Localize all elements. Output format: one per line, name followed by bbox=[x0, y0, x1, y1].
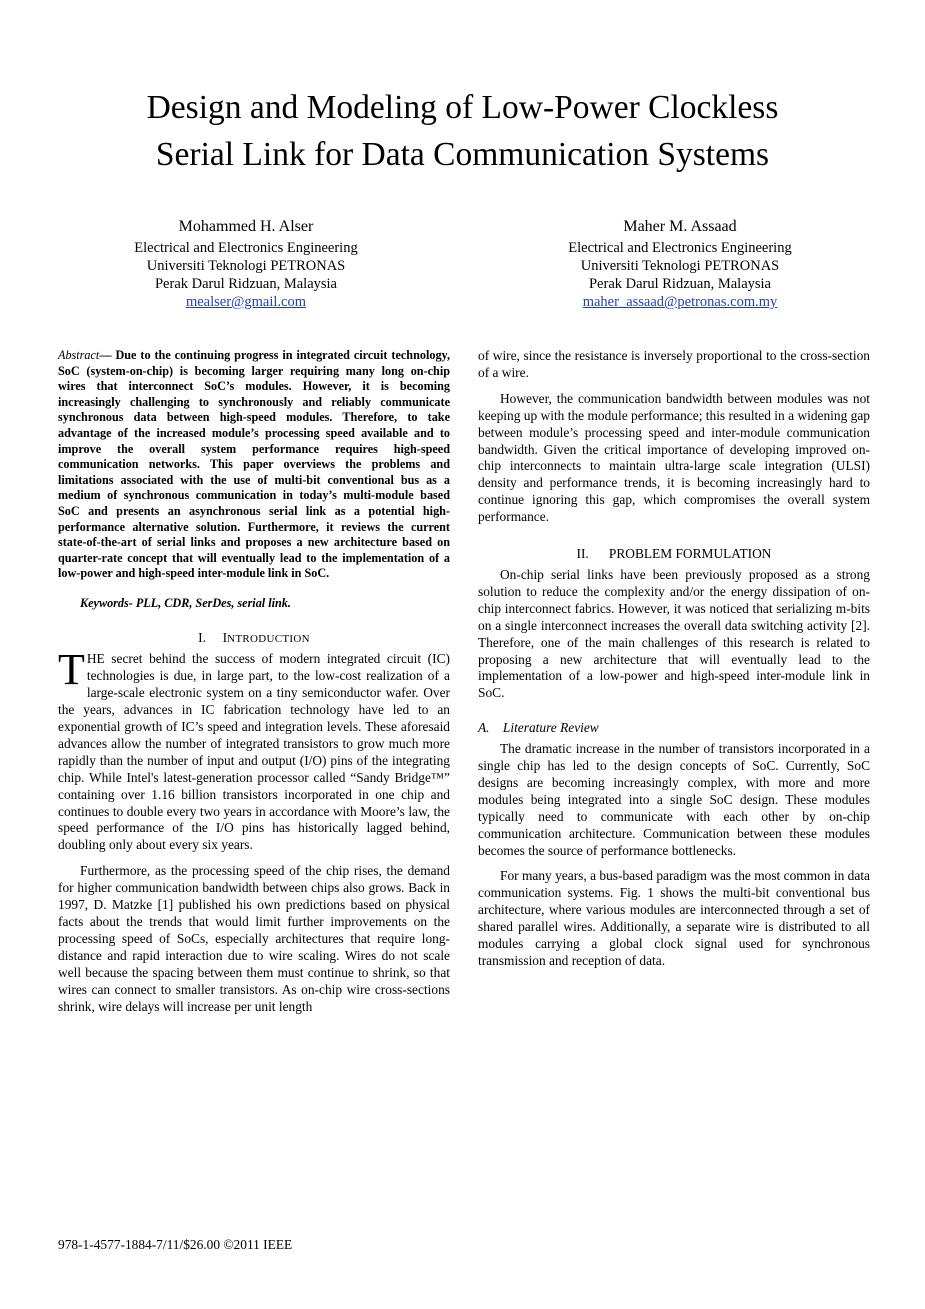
abstract-dash: — bbox=[99, 348, 116, 362]
author-email-link[interactable]: maher_assaad@petronas.com.my bbox=[582, 294, 778, 310]
section-number: I. bbox=[198, 629, 206, 645]
problem-paragraph-1: On-chip serial links have been previously proposed as a strong solution to reduce the complexity and/or the energy dissipation of on-chip interconnect fabrics. However, it was noticed that serializing m-bits on a single interconnect increases the overall data switching activity [2]. Therefore, one of the main challenges of this research is related to proposing a new architecture that will eventually lead to the implementation of a low-power and high-speed inter-module link in SoC. bbox=[478, 566, 870, 701]
left-column bbox=[58, 348, 450, 1015]
author-university: Universiti Teknologi PETRONAS bbox=[146, 258, 346, 274]
paper-title bbox=[60, 84, 865, 178]
problem-paragraph-3: For many years, a bus-based paradigm was the most common in data communication systems. Fig. 1 shows the multi-bit conventional bus architecture, where various modules are interconnected through a set of shared parallel wires. Additionally, a separate wire is distributed to all modules carrying a global clock signal used for synchronous transmission and reception of data. bbox=[478, 868, 870, 968]
author-name: Maher M. Assaad bbox=[623, 218, 737, 235]
author-block-2 bbox=[515, 217, 845, 311]
problem-paragraph-2: The dramatic increase in the number of transistors incorporated in a single chip has led to the design concepts of SoC. Currently, SoC designs are becoming increasingly complex, with more and more modules being integrated into a single SoC design. These modules typically need to communicate with each other by on-chip communication architecture. Communication between these modules becomes the source of performance bottlenecks. bbox=[478, 741, 870, 858]
intro-paragraph-2: Furthermore, as the processing speed of the chip rises, the demand for higher communication bandwidth between chips also grows. Back in 1997, D. Matzke [1] published his own predictions based on physical facts about the trends that would limit further improvements on the processing speed of SoCs, especially architectures that require long-distance and rapid interaction due to wire scaling. Wires do not scale well because the spacing between them must continue to shrink, so that wires can connect to smaller transistors. As on-chip wire cross-sections shrink, wire delays will increase per unit length bbox=[58, 863, 450, 1014]
title-line-1: Design and Modeling of Low-Power Clockless bbox=[146, 89, 779, 126]
intro-paragraph-3: However, the communication bandwidth between modules was not keeping up with the module performance; this resulted in a widening gap between module’s processing speed and inter-module communication bandwidth. Given the critical importance of developing improved on-chip interconnects to maintain ultra-large scale integration (ULSI) density and performance trends, it is becoming increasingly hard to continue ignoring this gap, which compromises the overall system performance. bbox=[478, 390, 870, 525]
section-heading-problem bbox=[478, 546, 870, 563]
author-location: Perak Darul Ridzuan, Malaysia bbox=[154, 276, 337, 292]
author-email-link[interactable]: mealser@gmail.com bbox=[185, 294, 307, 310]
abstract-label: Abstract bbox=[58, 348, 100, 362]
abstract bbox=[58, 348, 450, 582]
right-column bbox=[478, 348, 870, 970]
subsection-heading-literature-review: A. Literature Review bbox=[478, 720, 599, 736]
author-university: Universiti Teknologi PETRONAS bbox=[580, 258, 780, 274]
drop-cap: T bbox=[58, 645, 85, 695]
section-title-initial: I bbox=[222, 629, 228, 645]
intro-paragraph-2-continued: of wire, since the resistance is inversely proportional to the cross-section of a wire. bbox=[478, 348, 870, 380]
author-name: Mohammed H. Alser bbox=[178, 218, 314, 235]
copyright-footer: 978-1-4577-1884-7/11/$26.00 ©2011 IEEE bbox=[58, 1237, 293, 1252]
abstract-text: Due to the continuing progress in integrated circuit technology, SoC (system-on-chip) is becoming larger requiring many long on-chip wires that interconnect SoC’s modules. However, it is becoming increasingly challenging to synchronously and reliably communicate synchronous data between high-speed modules. Therefore, to take advantage of the increased module’s processing speed available and to improve the overall system performance requires high-speed communication networks. This paper overviews the problems and limitations associated with the use of multi-bit conventional bus as a medium of synchronous communication in today’s multi-module based SoC and presents an asynchronous serial link as a potential high-performance alternative solution. Furthermore, it reviews the current state-of-the-art of serial links and proposes a new architecture based on quarter-rate concept that will eventually lead to the implementation of a low-power and high-speed inter-module link in SoC. bbox=[58, 348, 450, 581]
author-block-1 bbox=[81, 217, 411, 311]
section-heading-introduction bbox=[58, 630, 450, 648]
author-department: Electrical and Electronics Engineering bbox=[568, 240, 792, 256]
author-location: Perak Darul Ridzuan, Malaysia bbox=[588, 276, 771, 292]
section-number: II. bbox=[576, 546, 589, 562]
keywords: Keywords- PLL, CDR, SerDes, serial link. bbox=[80, 595, 291, 610]
author-department: Electrical and Electronics Engineering bbox=[134, 240, 358, 256]
title-line-2: Serial Link for Data Communication Systems bbox=[155, 136, 770, 173]
intro-paragraph-1 bbox=[58, 645, 450, 854]
intro-paragraph-1-text: HE secret behind the success of modern integrated circuit (IC) technologies is due, in large part, to the low-cost realization of a large-scale electronic system on a tiny semiconductor wafer. Over the years, advances in IC fabrication technology have led to an exponential growth of IC’s speed and integration levels. These aforesaid advances allow the number of integrated transistors to grow much more rapidly than the number of input and output (I/O) pins of the integrating chip. While Intel's latest-generation processor called “Sandy Bridge™” containing over 1.16 billion transistors incorporated in one chip and continues to double every two years in accordance with Moore’s law, the speed performance of the I/O pins has historically lagged behind, doubling only about every six years. bbox=[58, 651, 450, 853]
section-title-rest: NTRODUCTION bbox=[227, 632, 310, 645]
section-title: PROBLEM FORMULATION bbox=[608, 546, 772, 562]
